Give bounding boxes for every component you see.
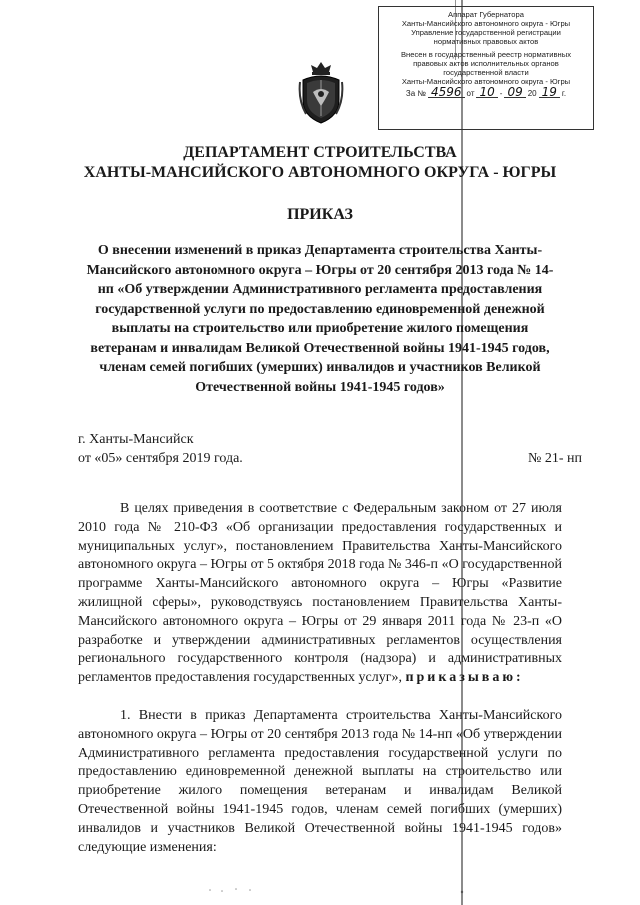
stamp-line: нормативных правовых актов — [433, 37, 539, 46]
order-subject: О внесении изменений в приказ Департамента строительства Ханты-Мансийского автономного округа – Югры от 20 сентября 2013 года № 14-нп «Об утверждении Административного регламента предоставления государственной услуги по предоставлению единовременной денежной выплаты на строительство или приобретение жилого помещения ветеранам и инвалидам Великой Отечественной войны 1941-1945 годов, членам семей погибших (умерших) инвалидов и участников Великой Отечественной войны 1941-1945 годов» — [86, 243, 554, 395]
stamp-line: Ханты-Мансийского автономного округа - Югры — [401, 19, 571, 28]
coat-of-arms-emblem-icon — [298, 60, 344, 126]
stamp-reg-number: 4596 — [428, 88, 465, 98]
scan-noise-dots — [0, 880, 640, 900]
order-date: от «05» сентября 2019 года. — [78, 451, 243, 466]
item-1-paragraph: 1. Внести в приказ Департамента строительства Ханты-Мансийского автономного округа – Югры от 20 сентября 2013 года № 14-нп «Об утверждении Административного регламента предоставления государственной услуги по предоставлению единовременной денежной выплаты на строительство или приобретение жилого помещения ветеранам и инвалидам Великой Отечественной войны 1941-1945 годов, членам семей погибших (умерших) инвалидов и участников Великой Отечественной войны 1941-1945 годов» следующие изменения: — [78, 708, 562, 855]
stamp-reg-dash: - — [499, 89, 503, 98]
stamp-line: Управление государственной регистрации — [411, 28, 561, 37]
order-title: ПРИКАЗ — [287, 206, 353, 223]
place-and-date — [78, 430, 243, 468]
department-name — [60, 143, 580, 183]
stamp-reg-prefix: За № — [405, 89, 426, 98]
stamp-reg-from: от — [466, 89, 475, 98]
preamble-text: В целях приведения в соответствие с Федеральным законом от 27 июля 2010 года № 210-ФЗ «Об организации предоставления государственных и муниципальных услуг», постановлением Правительства Ханты-Мансийского автономного округа – Югры от 5 октября 2018 года № 346-п «О государственной программе Ханты-Мансийского автономного округа – Югры «Развитие жилищной сферы», руководствуясь постановлением Правительства Ханты-Мансийского автономного округа – Югры от 29 января 2011 года № 23-п «О разработке и утверждении административных регламентов осуществления регионального государственного контроля (надзора) и административных регламентов предоставления государственных услуг», — [78, 501, 562, 686]
stamp-reg-month: 09 — [504, 88, 525, 98]
stamp-line: Ханты-Мансийского автономного округа - Югры — [401, 77, 571, 86]
stamp-line: государственной власти — [443, 68, 529, 77]
stamp-reg-year-prefix: 20 — [527, 89, 537, 98]
stamp-line: правовых актов исполнительных органов — [413, 59, 559, 68]
order-number: № 21- нп — [527, 451, 582, 466]
stamp-reg-suffix: г. — [561, 89, 567, 98]
registration-stamp — [378, 6, 594, 130]
department-line-2: ХАНТЫ-МАНСИЙСКОГО АВТОНОМНОГО ОКРУГА - ЮГРЫ — [83, 164, 557, 181]
city: г. Ханты-Мансийск — [78, 432, 194, 447]
stamp-line: Внесен в государственный реестр нормативных — [400, 50, 572, 59]
stamp-line: Аппарат Губернатора — [448, 10, 524, 19]
stamp-reg-day: 10 — [476, 88, 497, 98]
department-line-1: ДЕПАРТАМЕНТ СТРОИТЕЛЬСТВА — [183, 144, 457, 161]
preamble-paragraph — [78, 500, 562, 688]
stamp-reg-year: 19 — [539, 88, 560, 98]
stamp-registration-line — [384, 85, 588, 99]
order-command: приказываю: — [405, 670, 524, 686]
